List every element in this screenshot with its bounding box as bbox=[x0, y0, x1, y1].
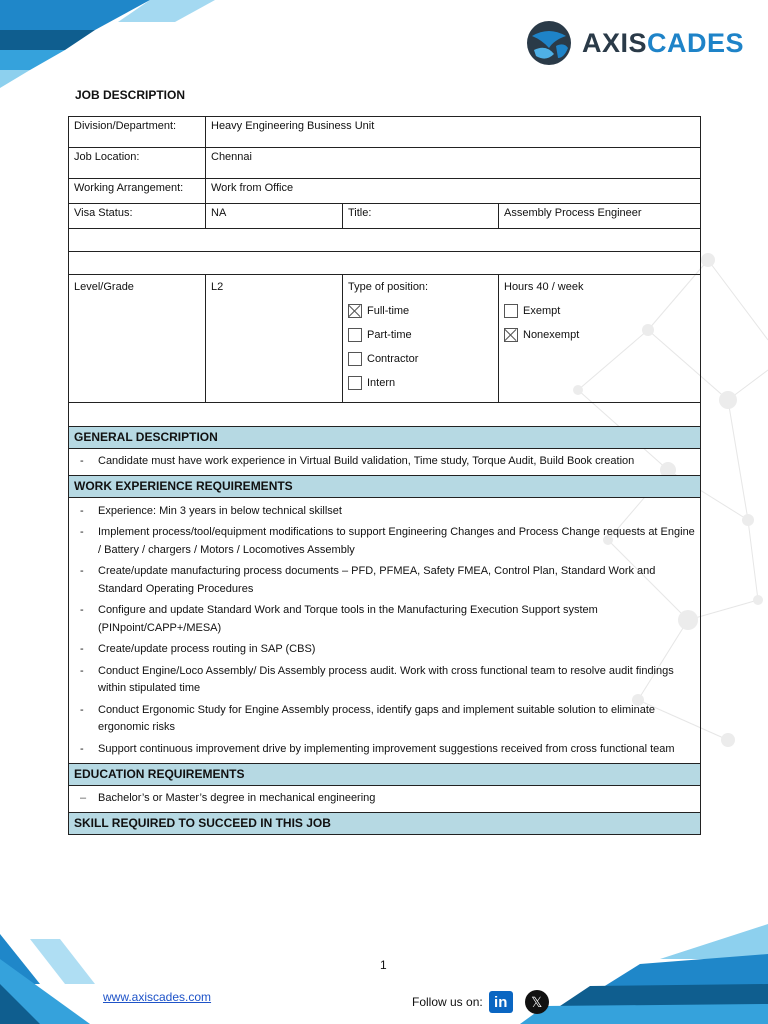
position-option-label: Contractor bbox=[367, 353, 419, 365]
checkbox-icon[interactable] bbox=[348, 352, 362, 366]
general-description-row bbox=[69, 449, 701, 476]
document-title: JOB DESCRIPTION bbox=[75, 88, 186, 102]
linkedin-icon[interactable]: in bbox=[489, 991, 513, 1013]
list-item: – Bachelor’s or Master’s degree in mechanical engineering bbox=[74, 790, 695, 808]
list-item: - Experience: Min 3 years in below technical skillset bbox=[74, 503, 695, 521]
position-option[interactable] bbox=[348, 347, 493, 371]
education-list bbox=[74, 790, 695, 808]
position-option[interactable] bbox=[348, 299, 493, 323]
level-row bbox=[69, 275, 701, 403]
position-option-label: Full-time bbox=[367, 305, 410, 317]
section-heading: GENERAL DESCRIPTION bbox=[69, 427, 701, 449]
location-label: Job Location: bbox=[69, 148, 206, 179]
division-value: Heavy Engineering Business Unit bbox=[206, 117, 701, 148]
section-heading: EDUCATION REQUIREMENTS bbox=[69, 764, 701, 786]
hours-option-label: Nonexempt bbox=[523, 329, 580, 341]
globe-logo-icon bbox=[524, 18, 574, 68]
location-row bbox=[69, 148, 701, 179]
hours-label: Hours 40 / week bbox=[504, 281, 584, 293]
education-row bbox=[69, 786, 701, 813]
education-heading-row bbox=[69, 764, 701, 786]
arrangement-value: Work from Office bbox=[206, 179, 701, 204]
section-heading: SKILL REQUIRED TO SUCCEED IN THIS JOB bbox=[69, 812, 701, 834]
x-icon[interactable]: 𝕏 bbox=[525, 990, 549, 1014]
division-row bbox=[69, 117, 701, 148]
list-item: - Conduct Ergonomic Study for Engine Assembly process, identify gaps and implement suitable solution to eliminate ergonomic risks bbox=[74, 702, 695, 737]
title-value: Assembly Process Engineer bbox=[499, 204, 701, 229]
location-value: Chennai bbox=[206, 148, 701, 179]
visa-value: NA bbox=[206, 204, 343, 229]
position-option[interactable] bbox=[348, 323, 493, 347]
work-experience-row bbox=[69, 497, 701, 764]
empty-row bbox=[69, 252, 701, 275]
arrangement-label: Working Arrangement: bbox=[69, 179, 206, 204]
empty-row bbox=[69, 403, 701, 427]
visa-row bbox=[69, 204, 701, 229]
checkbox-icon[interactable] bbox=[348, 376, 362, 390]
page-number: 1 bbox=[380, 958, 387, 972]
checkbox-icon[interactable] bbox=[348, 328, 362, 342]
list-item: - Implement process/tool/equipment modifications to support Engineering Changes and Process Change requests at Engine / Battery / chargers / Motors / Locomotives Assembly bbox=[74, 524, 695, 559]
list-item: - Candidate must have work experience in Virtual Build validation, Time study, Torque Audit, Build Book creation bbox=[74, 453, 695, 471]
website-link[interactable]: www.axiscades.com bbox=[103, 990, 212, 1004]
logo-wordmark: AXISCADES bbox=[581, 27, 744, 58]
position-option-label: Part-time bbox=[367, 329, 412, 341]
checkbox-icon[interactable] bbox=[348, 304, 362, 318]
title-label: Title: bbox=[343, 204, 499, 229]
checkbox-icon[interactable] bbox=[504, 328, 518, 342]
arrangement-row bbox=[69, 179, 701, 204]
position-type-options bbox=[348, 299, 493, 395]
footer-stripes-decoration bbox=[0, 924, 768, 1024]
empty-row bbox=[69, 229, 701, 252]
social-follow bbox=[412, 990, 549, 1014]
general-description-heading-row bbox=[69, 427, 701, 449]
company-logo bbox=[524, 18, 744, 68]
work-experience-heading-row bbox=[69, 475, 701, 497]
position-type-cell bbox=[343, 275, 499, 403]
checkbox-icon[interactable] bbox=[504, 304, 518, 318]
visa-label: Visa Status: bbox=[69, 204, 206, 229]
list-item: - Support continuous improvement drive by implementing improvement suggestions received from cross functional team bbox=[74, 741, 695, 759]
skills-heading-row bbox=[69, 812, 701, 834]
work-experience-list bbox=[74, 503, 695, 759]
list-item: - Configure and update Standard Work and Torque tools in the Manufacturing Execution Support system (PINpoint/CAPP+/MESA) bbox=[74, 602, 695, 637]
hours-cell bbox=[499, 275, 701, 403]
position-option-label: Intern bbox=[367, 377, 396, 389]
level-value: L2 bbox=[206, 275, 343, 403]
position-option[interactable] bbox=[348, 371, 493, 395]
hours-option[interactable] bbox=[504, 323, 695, 347]
division-label: Division/Department: bbox=[69, 117, 206, 148]
section-heading: WORK EXPERIENCE REQUIREMENTS bbox=[69, 475, 701, 497]
follow-label: Follow us on: bbox=[412, 995, 483, 1009]
position-type-label: Type of position: bbox=[348, 281, 429, 293]
header-stripes-decoration bbox=[0, 0, 260, 90]
hours-options bbox=[504, 299, 695, 347]
list-item: - Conduct Engine/Loco Assembly/ Dis Assembly process audit. Work with cross functional team to resolve audit findings within stipulated time bbox=[74, 663, 695, 698]
general-description-list bbox=[74, 453, 695, 471]
level-label: Level/Grade bbox=[69, 275, 206, 403]
job-description-table bbox=[68, 116, 701, 835]
list-item: - Create/update manufacturing process documents – PFD, PFMEA, Safety FMEA, Control Plan, Standard Work and Standard Operating Procedures bbox=[74, 563, 695, 598]
hours-option-label: Exempt bbox=[523, 305, 561, 317]
hours-option[interactable] bbox=[504, 299, 695, 323]
list-item: - Create/update process routing in SAP (CBS) bbox=[74, 641, 695, 659]
